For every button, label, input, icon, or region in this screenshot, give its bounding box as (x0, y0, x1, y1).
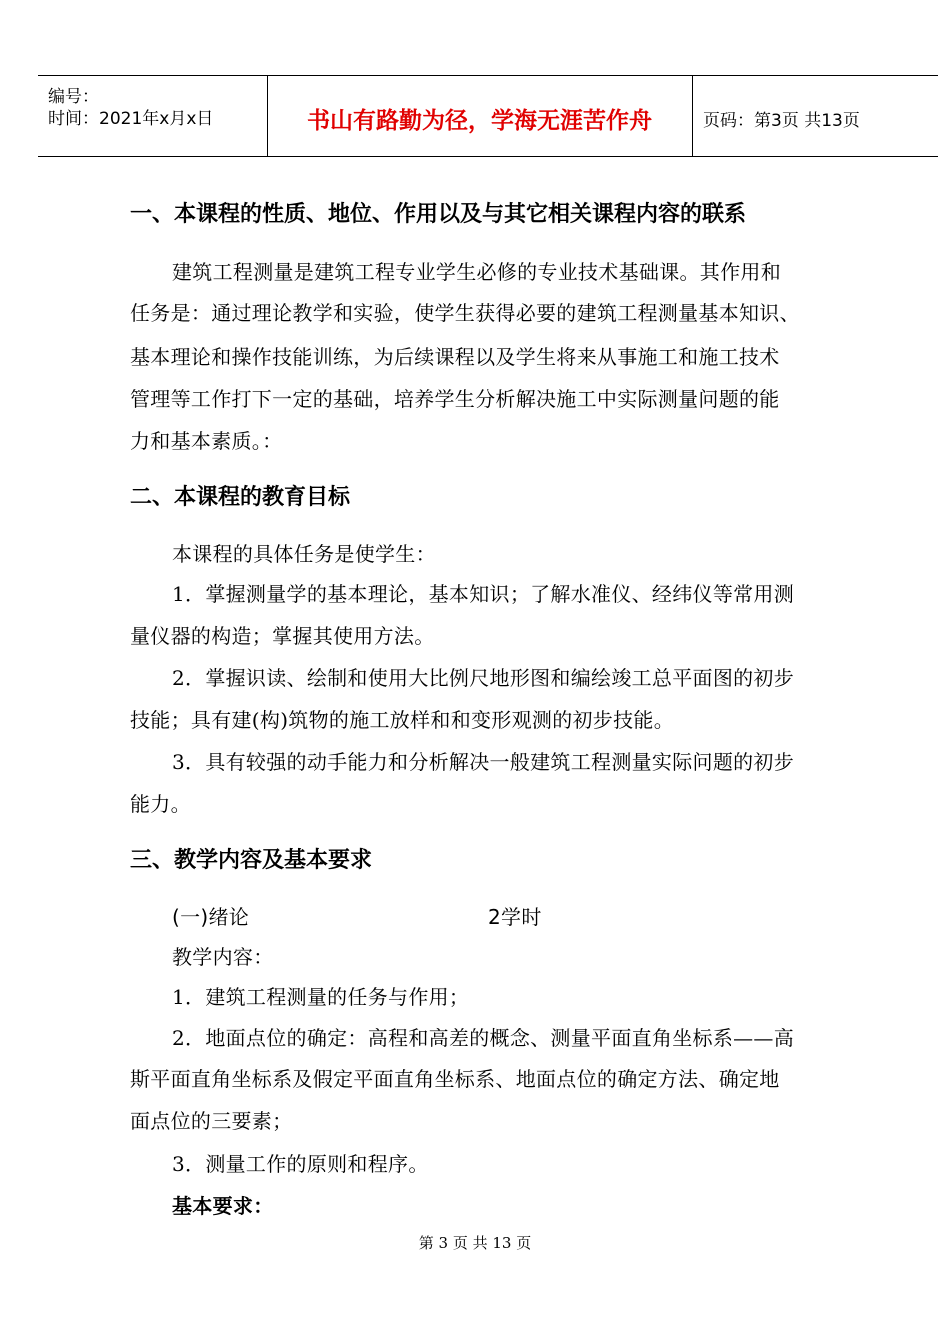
section-1-line: 任务是：通过理论教学和实验，使学生获得必要的建筑工程测量基本知识、 (130, 301, 800, 325)
footer-page-number: 第 3 页 共 13 页 (418, 1234, 532, 1252)
header-meta-cell (38, 76, 268, 156)
section-3-line: 2．地面点位的确定：高程和高差的概念、测量平面直角坐标系——高 (172, 1026, 795, 1050)
section-2-line: 本课程的具体任务是使学生： (172, 542, 436, 566)
section-3-line: 面点位的三要素； (130, 1109, 293, 1133)
section-2-line: 2．掌握识读、绘制和使用大比例尺地形图和编绘竣工总平面图的初步 (172, 666, 795, 690)
section-2-line: 量仪器的构造；掌握其使用方法。 (130, 624, 435, 648)
page-info-text: 页码：第3页 共13页 (703, 111, 860, 131)
section-3-line: 1．建筑工程测量的任务与作用； (172, 985, 470, 1009)
section-2-line: 能力。 (130, 792, 191, 816)
document-number-label: 编号： (48, 87, 99, 107)
header-motto-cell (267, 76, 693, 156)
section-1-line: 管理等工作打下一定的基础，培养学生分析解决施工中实际测量问题的能 (130, 387, 780, 411)
section-1-line: 基本理论和操作技能训练，为后续课程以及学生将来从事施工和施工技术 (130, 345, 780, 369)
motto-text: 书山有路勤为径，学海无涯苦作舟 (307, 107, 652, 134)
basic-requirements-label: 基本要求： (172, 1194, 274, 1218)
section-3-line: 斯平面直角坐标系及假定平面直角坐标系、地面点位的确定方法、确定地 (130, 1067, 780, 1091)
section-2-heading: 二、本课程的教育目标 (130, 485, 351, 510)
document-header (38, 75, 938, 157)
unit-hours: 2学时 (488, 905, 542, 929)
section-2-line: 3．具有较强的动手能力和分析解决一般建筑工程测量实际问题的初步 (172, 750, 795, 774)
header-page-cell (693, 76, 938, 156)
section-3-heading: 三、教学内容及基本要求 (130, 848, 373, 873)
section-2-line: 技能；具有建(构)筑物的施工放样和和变形观测的初步技能。 (130, 708, 675, 732)
unit-title: (一)绪论 (172, 905, 250, 929)
section-1-heading: 一、本课程的性质、地位、作用以及与其它相关课程内容的联系 (130, 202, 747, 227)
teaching-content-label: 教学内容： (172, 945, 274, 969)
section-3-line: 3．测量工作的原则和程序。 (172, 1152, 429, 1176)
document-date-label: 时间：2021年x月x日 (48, 109, 214, 129)
section-1-line: 力和基本素质。： (130, 429, 283, 453)
section-1-line: 建筑工程测量是建筑工程专业学生必修的专业技术基础课。其作用和 (172, 260, 781, 284)
section-2-line: 1．掌握测量学的基本理论，基本知识；了解水准仪、经纬仪等常用测 (172, 582, 795, 606)
page-footer (0, 1232, 950, 1253)
